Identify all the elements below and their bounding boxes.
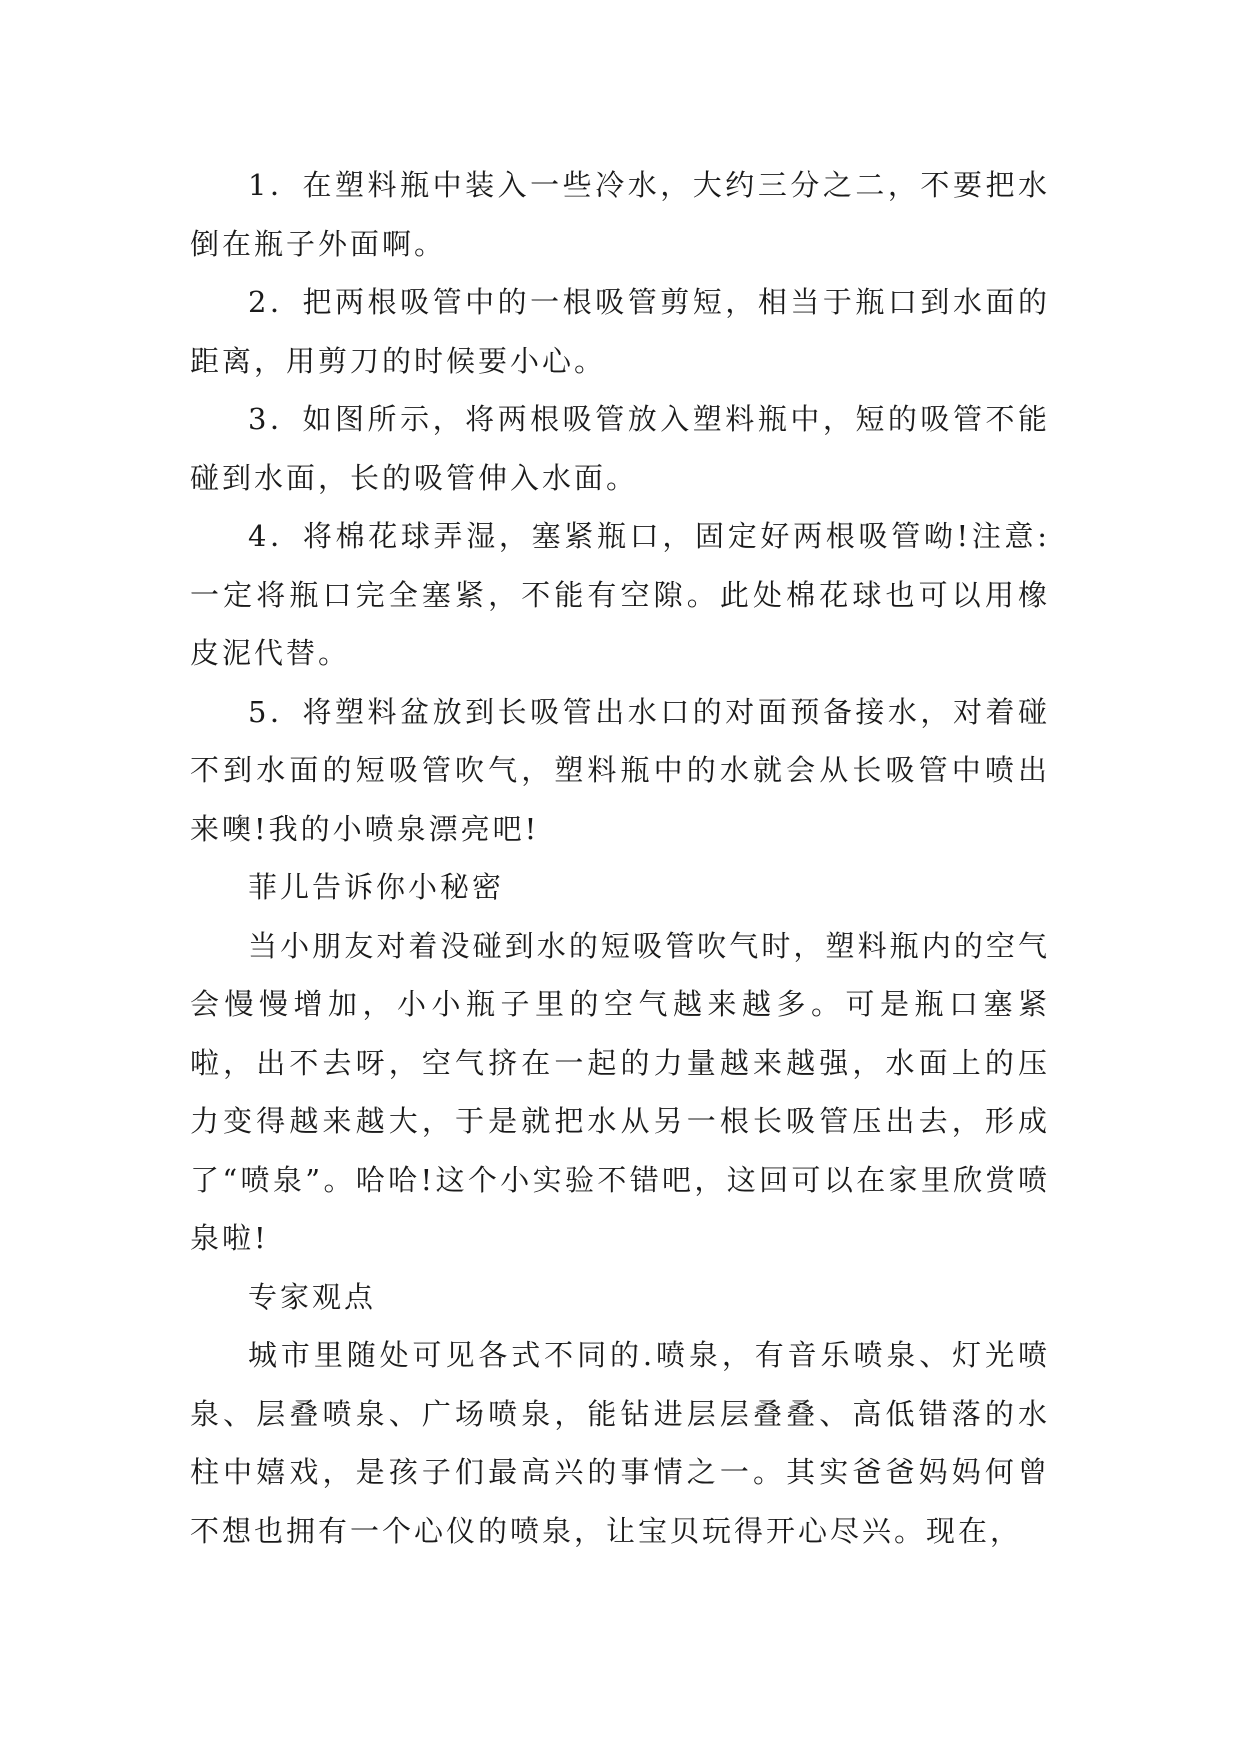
expert-heading: 专家观点 bbox=[248, 1279, 377, 1314]
expert-paragraph: 城市里随处可见各式不同的.喷泉，有音乐喷泉、灯光喷泉、层叠喷泉、广场喷泉，能钻进层层叠叠、高低错落的水柱中嬉戏，是孩子们最高兴的事情之一。其实爸爸妈妈何曾不想也拥有一个心仪的喷泉，让宝贝玩得开心尽兴。现在， bbox=[190, 1338, 1050, 1548]
step-5-paragraph: 5．将塑料盆放到长吸管出水口的对面预备接水，对着碰不到水面的短吸管吹气，塑料瓶中的水就会从长吸管中喷出来噢!我的小喷泉漂亮吧! bbox=[190, 694, 1050, 846]
step-1-paragraph: 1．在塑料瓶中装入一些冷水，大约三分之二，不要把水倒在瓶子外面啊。 bbox=[190, 168, 1050, 261]
secret-heading: 菲儿告诉你小秘密 bbox=[248, 870, 505, 904]
step-4-paragraph: 4．将棉花球弄湿，塞紧瓶口，固定好两根吸管呦!注意:一定将瓶口完全塞紧，不能有空隙。此处棉花球也可以用橡皮泥代替。 bbox=[190, 519, 1050, 670]
secret-paragraph: 当小朋友对着没碰到水的短吸管吹气时，塑料瓶内的空气会慢慢增加，小小瓶子里的空气越来越多。可是瓶口塞紧啦，出不去呀，空气挤在一起的力量越来越强，水面上的压力变得越来越大，于是就把水从另一根长吸管压出去，形成了“喷泉”。哈哈!这个小实验不错吧，这回可以在家里欣赏喷泉啦! bbox=[190, 928, 1050, 1255]
step-3-paragraph: 3．如图所示，将两根吸管放入塑料瓶中，短的吸管不能碰到水面，长的吸管伸入水面。 bbox=[190, 402, 1050, 495]
step-2-paragraph: 2．把两根吸管中的一根吸管剪短，相当于瓶口到水面的距离，用剪刀的时候要小心。 bbox=[190, 285, 1050, 378]
document-body bbox=[190, 156, 1050, 1560]
